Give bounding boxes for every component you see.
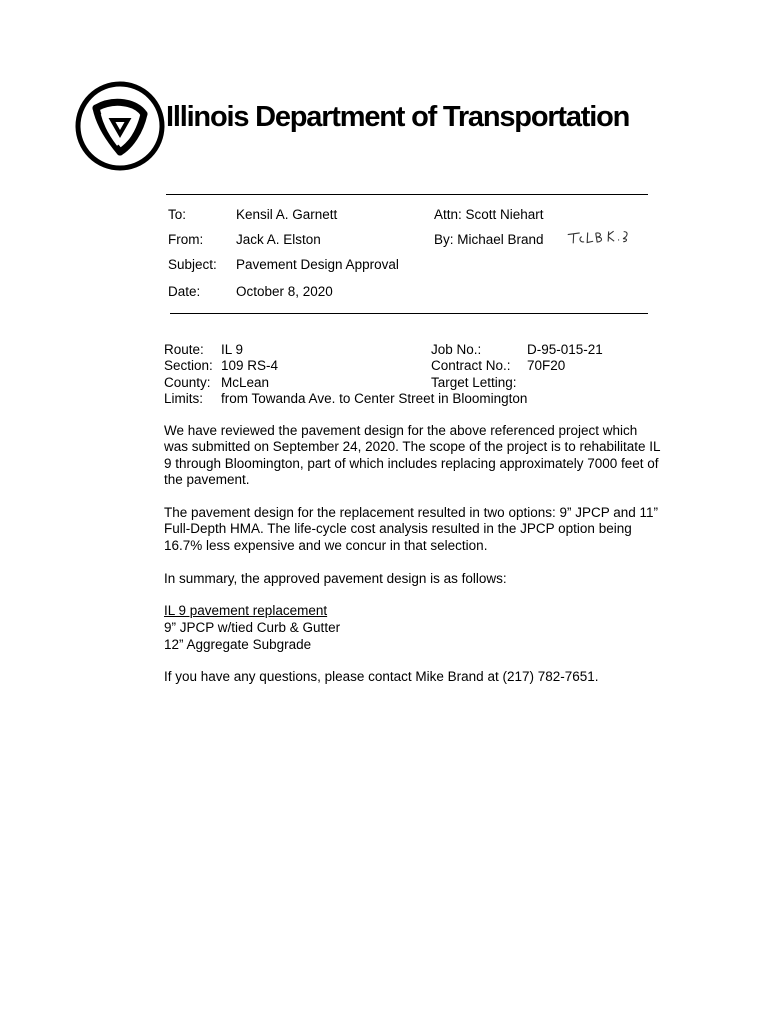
job-label: Job No.:	[431, 342, 482, 357]
design-line-1: 9” JPCP w/tied Curb & Gutter	[164, 620, 341, 635]
to-label: To:	[168, 207, 187, 222]
memo-bottom-rule	[170, 313, 648, 314]
limits-label: Limits:	[164, 391, 204, 406]
letting-label: Target Letting:	[431, 375, 517, 390]
to-value: Kensil A. Garnett	[236, 207, 338, 222]
subject-label: Subject:	[168, 257, 217, 272]
from-value: Jack A. Elston	[236, 232, 321, 247]
design-heading: IL 9 pavement replacement	[164, 603, 328, 618]
route-label: Route:	[164, 342, 204, 357]
county-label: County:	[164, 375, 211, 390]
by-text: By: Michael Brand	[434, 232, 544, 247]
agency-name: Illinois Department of Transportation	[166, 101, 630, 133]
closing-line: If you have any questions, please contact Mike Brand at (217) 782-7651.	[164, 669, 599, 684]
idot-logo-icon	[74, 80, 166, 172]
contract-label: Contract No.:	[431, 358, 511, 373]
from-label: From:	[168, 232, 204, 247]
idot-logo	[74, 80, 166, 172]
date-label: Date:	[168, 284, 201, 299]
date-value: October 8, 2020	[236, 284, 333, 299]
county-value: McLean	[221, 375, 270, 390]
section-label: Section:	[164, 358, 213, 373]
job-value: D-95-015-21	[527, 342, 603, 357]
paragraph-summary: In summary, the approved pavement design is as follows:	[164, 571, 507, 586]
design-line-2: 12” Aggregate Subgrade	[164, 637, 312, 652]
limits-value: from Towanda Ave. to Center Street in Bloomington	[221, 391, 528, 406]
subject-value: Pavement Design Approval	[236, 257, 399, 272]
route-value: IL 9	[221, 342, 244, 357]
attn-text: Attn: Scott Niehart	[434, 207, 544, 222]
paragraph-options: The pavement design for the replacement resulted in two options: 9” JPCP and 11” Full-Depth HMA. The life-cycle cost analysis resulted in the JPCP option being 16.7% less expensive and we concur in that selection.	[164, 505, 659, 553]
section-value: 109 RS-4	[221, 358, 279, 373]
signature-icon	[565, 226, 630, 247]
handwritten-signature	[565, 226, 630, 250]
paragraph-review: We have reviewed the pavement design for the above referenced project which was submitted on September 24, 2020. The scope of the project is to rehabilitate IL 9 through Bloomington, part of which includes replacing approximately 7000 feet of the pavement.	[164, 423, 661, 488]
memo-top-rule	[166, 194, 648, 195]
contract-value: 70F20	[527, 358, 566, 373]
